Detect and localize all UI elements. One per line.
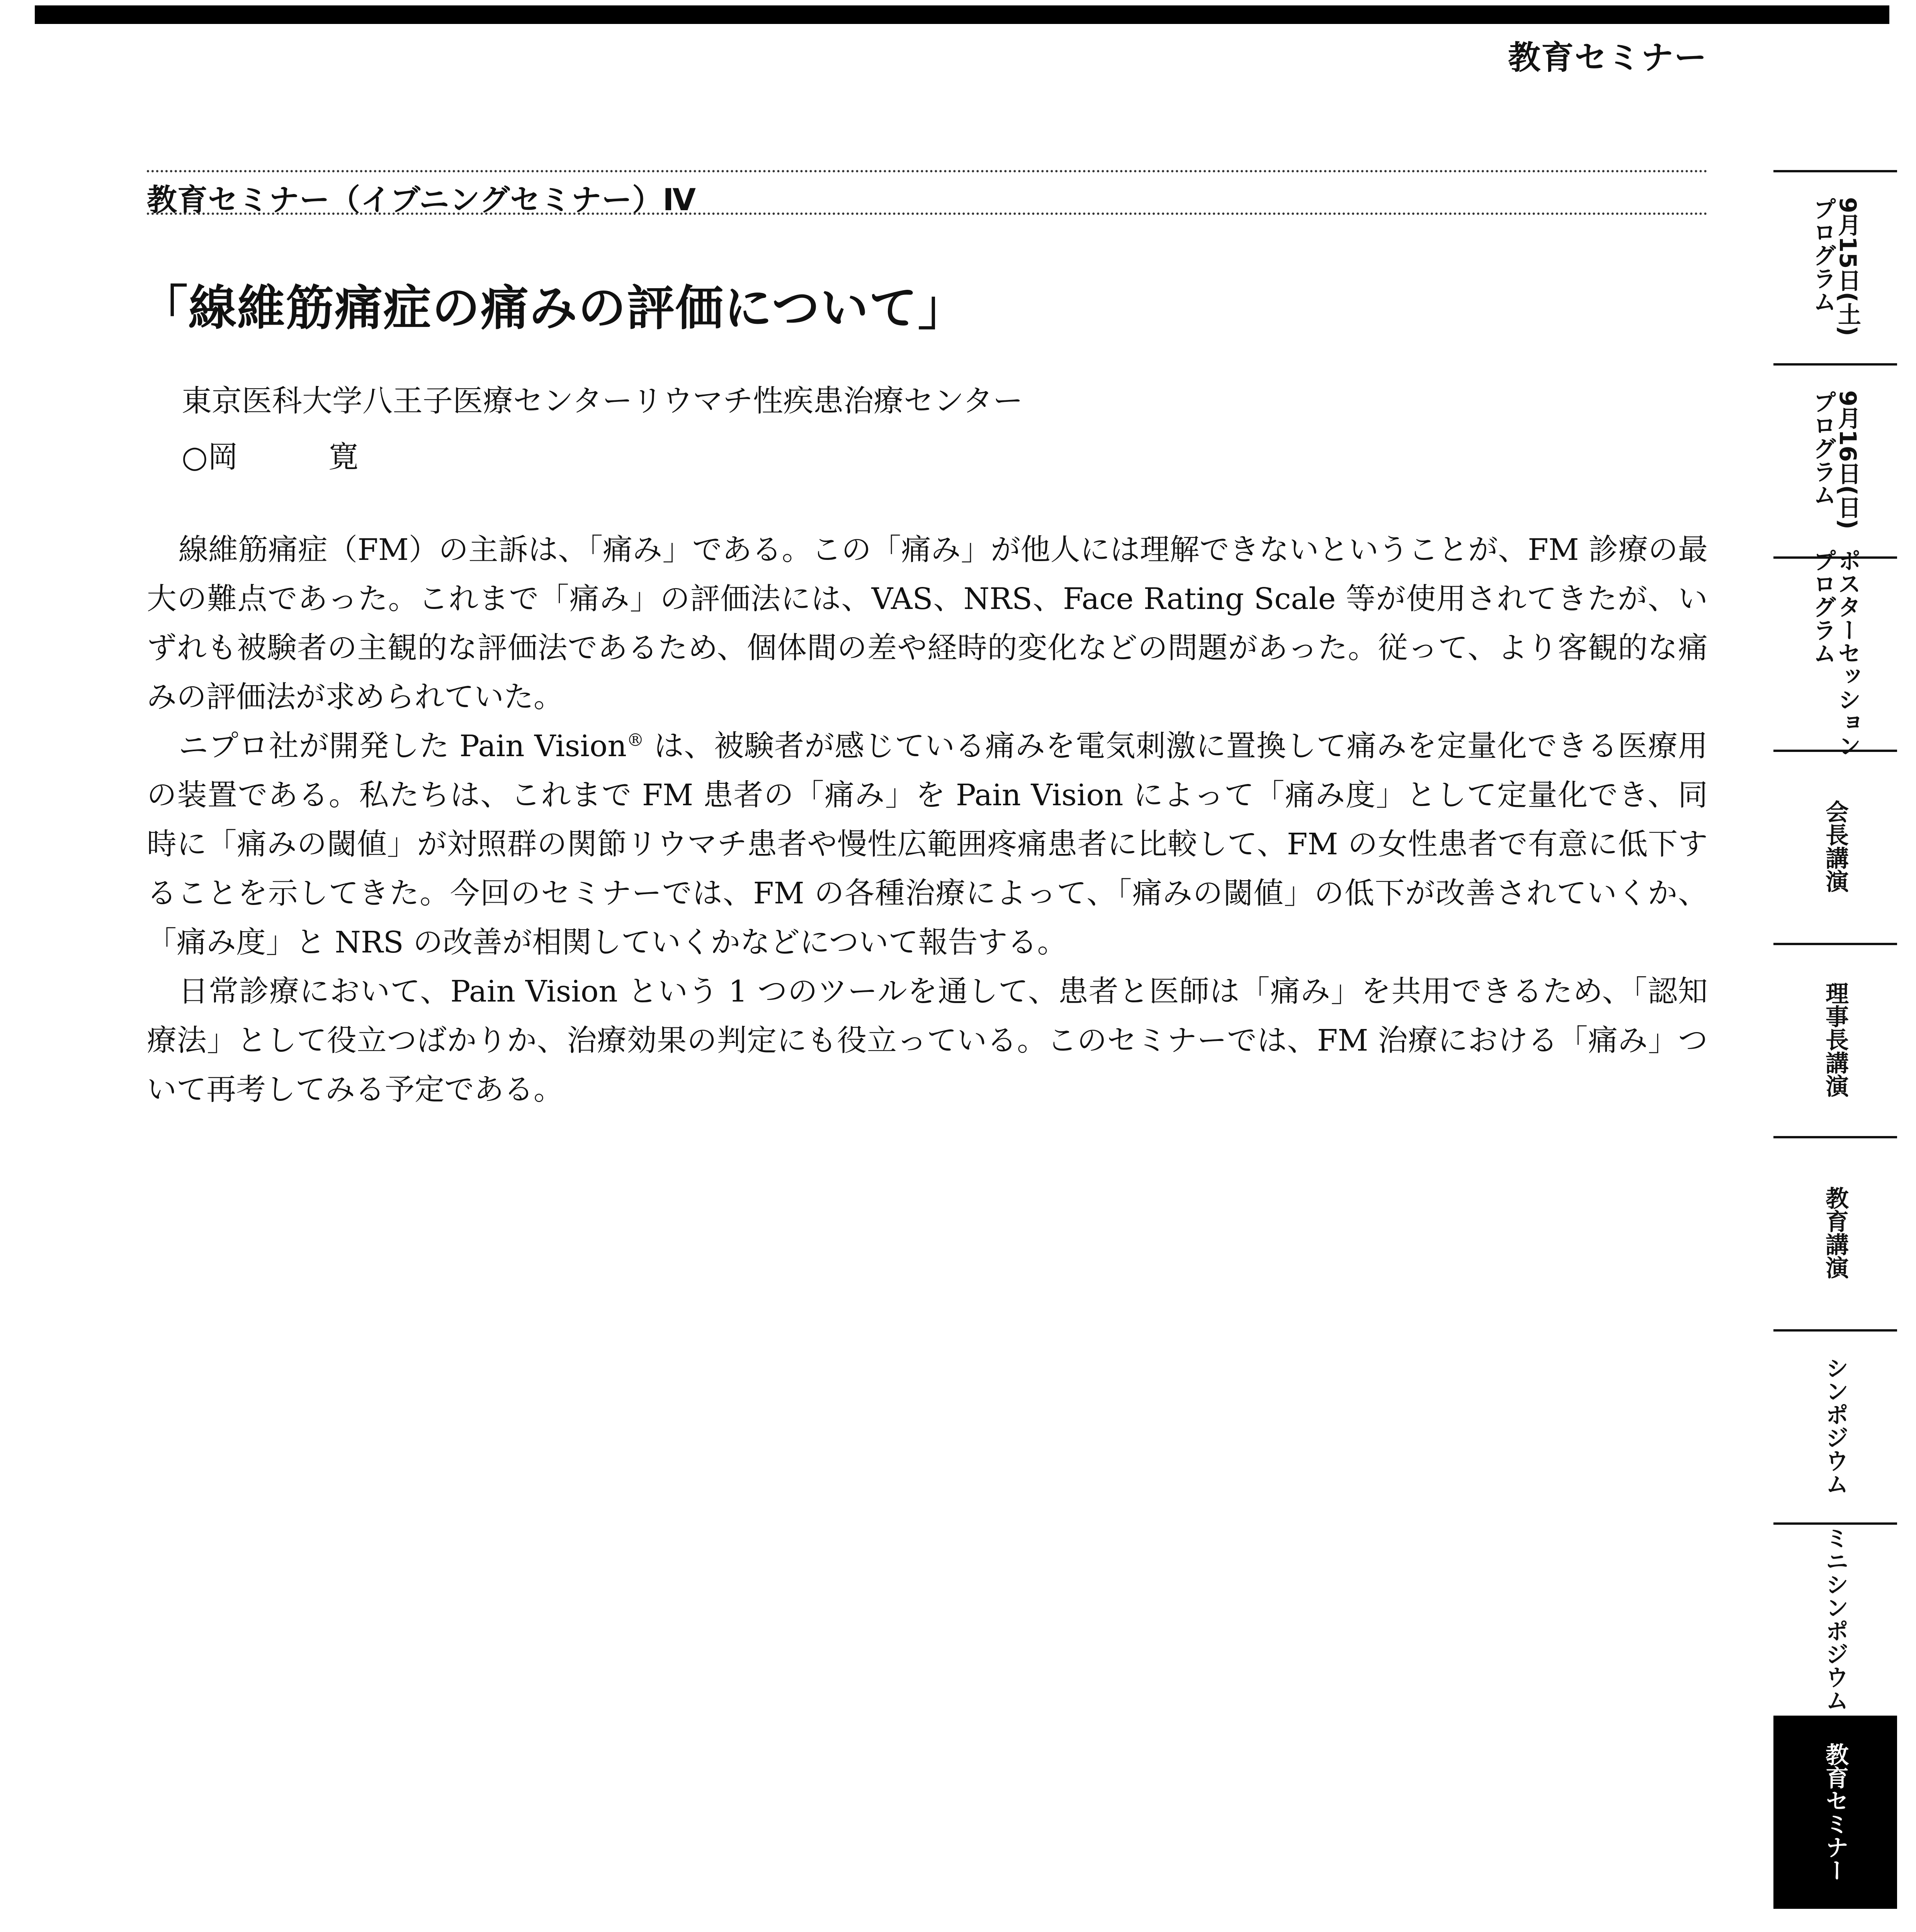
- heading-rule-top: [147, 170, 1708, 172]
- paragraph-1: 線維筋痛症（FM）の主訴は、「痛み」である。この「痛み」が他人には理解できないということが、FM 診療の最大の難点であった。これまで「痛み」の評価法には、VAS、NRS、Face Rating Scale 等が使用されてきたが、いずれも被験者の主観的な評価法であるため、個体間の差や経時的変化などの問題があった。従って、より客観的な痛みの評価法が求められていた。: [147, 533, 1708, 714]
- tab-presidential-lecture[interactable]: [1773, 750, 1897, 943]
- paragraph-3: 日常診療において、Pain Vision という 1 つのツールを通して、患者と医師は「痛み」を共用できるため、「認知療法」として役立つばかりか、治療効果の判定にも役立っている。このセミナーでは、FM 治療における「痛み」ついて再考してみる予定である。: [147, 975, 1708, 1107]
- tab-mini-symposium[interactable]: [1773, 1522, 1897, 1716]
- section-heading: 教育セミナー（イブニングセミナー）Ⅳ: [147, 183, 696, 218]
- tab-label: 9月16日(日) プログラム: [1809, 390, 1861, 530]
- paragraph-2-rest: は、被験者が感じている痛みを電気刺激に置換して痛みを定量化できる医療用の装置である。私たちは、これまで FM 患者の「痛み」を Pain Vision によって「痛み度」として定量化でき、同時に「痛みの閾値」が対照群の関節リウマチ患者や慢性広範囲疼痛患者に比較して、FM の女性患者で有意に低下することを示してきた。今回のセミナーでは、FM の各種治療によって、「痛みの閾値」の低下が改善されていくか、「痛み度」と NRS の改善が相関していくかなどについて報告する。: [147, 729, 1708, 960]
- registered-mark: ®: [626, 730, 644, 750]
- tab-symposium[interactable]: [1773, 1329, 1897, 1522]
- paragraph-2: [147, 722, 1708, 967]
- tab-label: 理事長講演: [1822, 981, 1849, 1097]
- tab-label: 9月15日(土) プログラム: [1809, 197, 1861, 337]
- tab-chairman-lecture[interactable]: [1773, 943, 1897, 1136]
- tab-poster-program[interactable]: [1773, 549, 1897, 757]
- tab-label: シンポジウム: [1822, 1356, 1849, 1495]
- tab-program-sep16[interactable]: [1773, 363, 1897, 556]
- tab-educational-seminar[interactable]: [1773, 1716, 1897, 1909]
- author: ○岡 寛: [182, 440, 359, 474]
- tab-label: ミニシンポジウム: [1822, 1526, 1849, 1712]
- section-index-sidebar: [1773, 170, 1897, 1932]
- tab-educational-lecture[interactable]: [1773, 1136, 1897, 1329]
- top-black-bar: [35, 5, 1889, 24]
- tab-program-sep15[interactable]: [1773, 170, 1897, 363]
- tab-label: 教育講演: [1822, 1186, 1849, 1279]
- affiliation: 東京医科大学八王子医療センターリウマチ性疾患治療センター: [182, 384, 1023, 418]
- article-title: 「線維筋痛症の痛みの評価について」: [140, 281, 967, 336]
- running-header: 教育セミナー: [1508, 39, 1707, 77]
- heading-rule-bottom: [147, 213, 1708, 215]
- tab-label: 会長講演: [1822, 800, 1849, 893]
- tab-public-lecture[interactable]: [1773, 1909, 1897, 1932]
- tab-label: ポスターセッション プログラム: [1809, 549, 1861, 757]
- abstract-body: [147, 526, 1708, 1114]
- tab-label: 教育セミナー: [1822, 1743, 1849, 1882]
- paragraph-2-start: ニプロ社が開発した Pain Vision: [179, 729, 627, 764]
